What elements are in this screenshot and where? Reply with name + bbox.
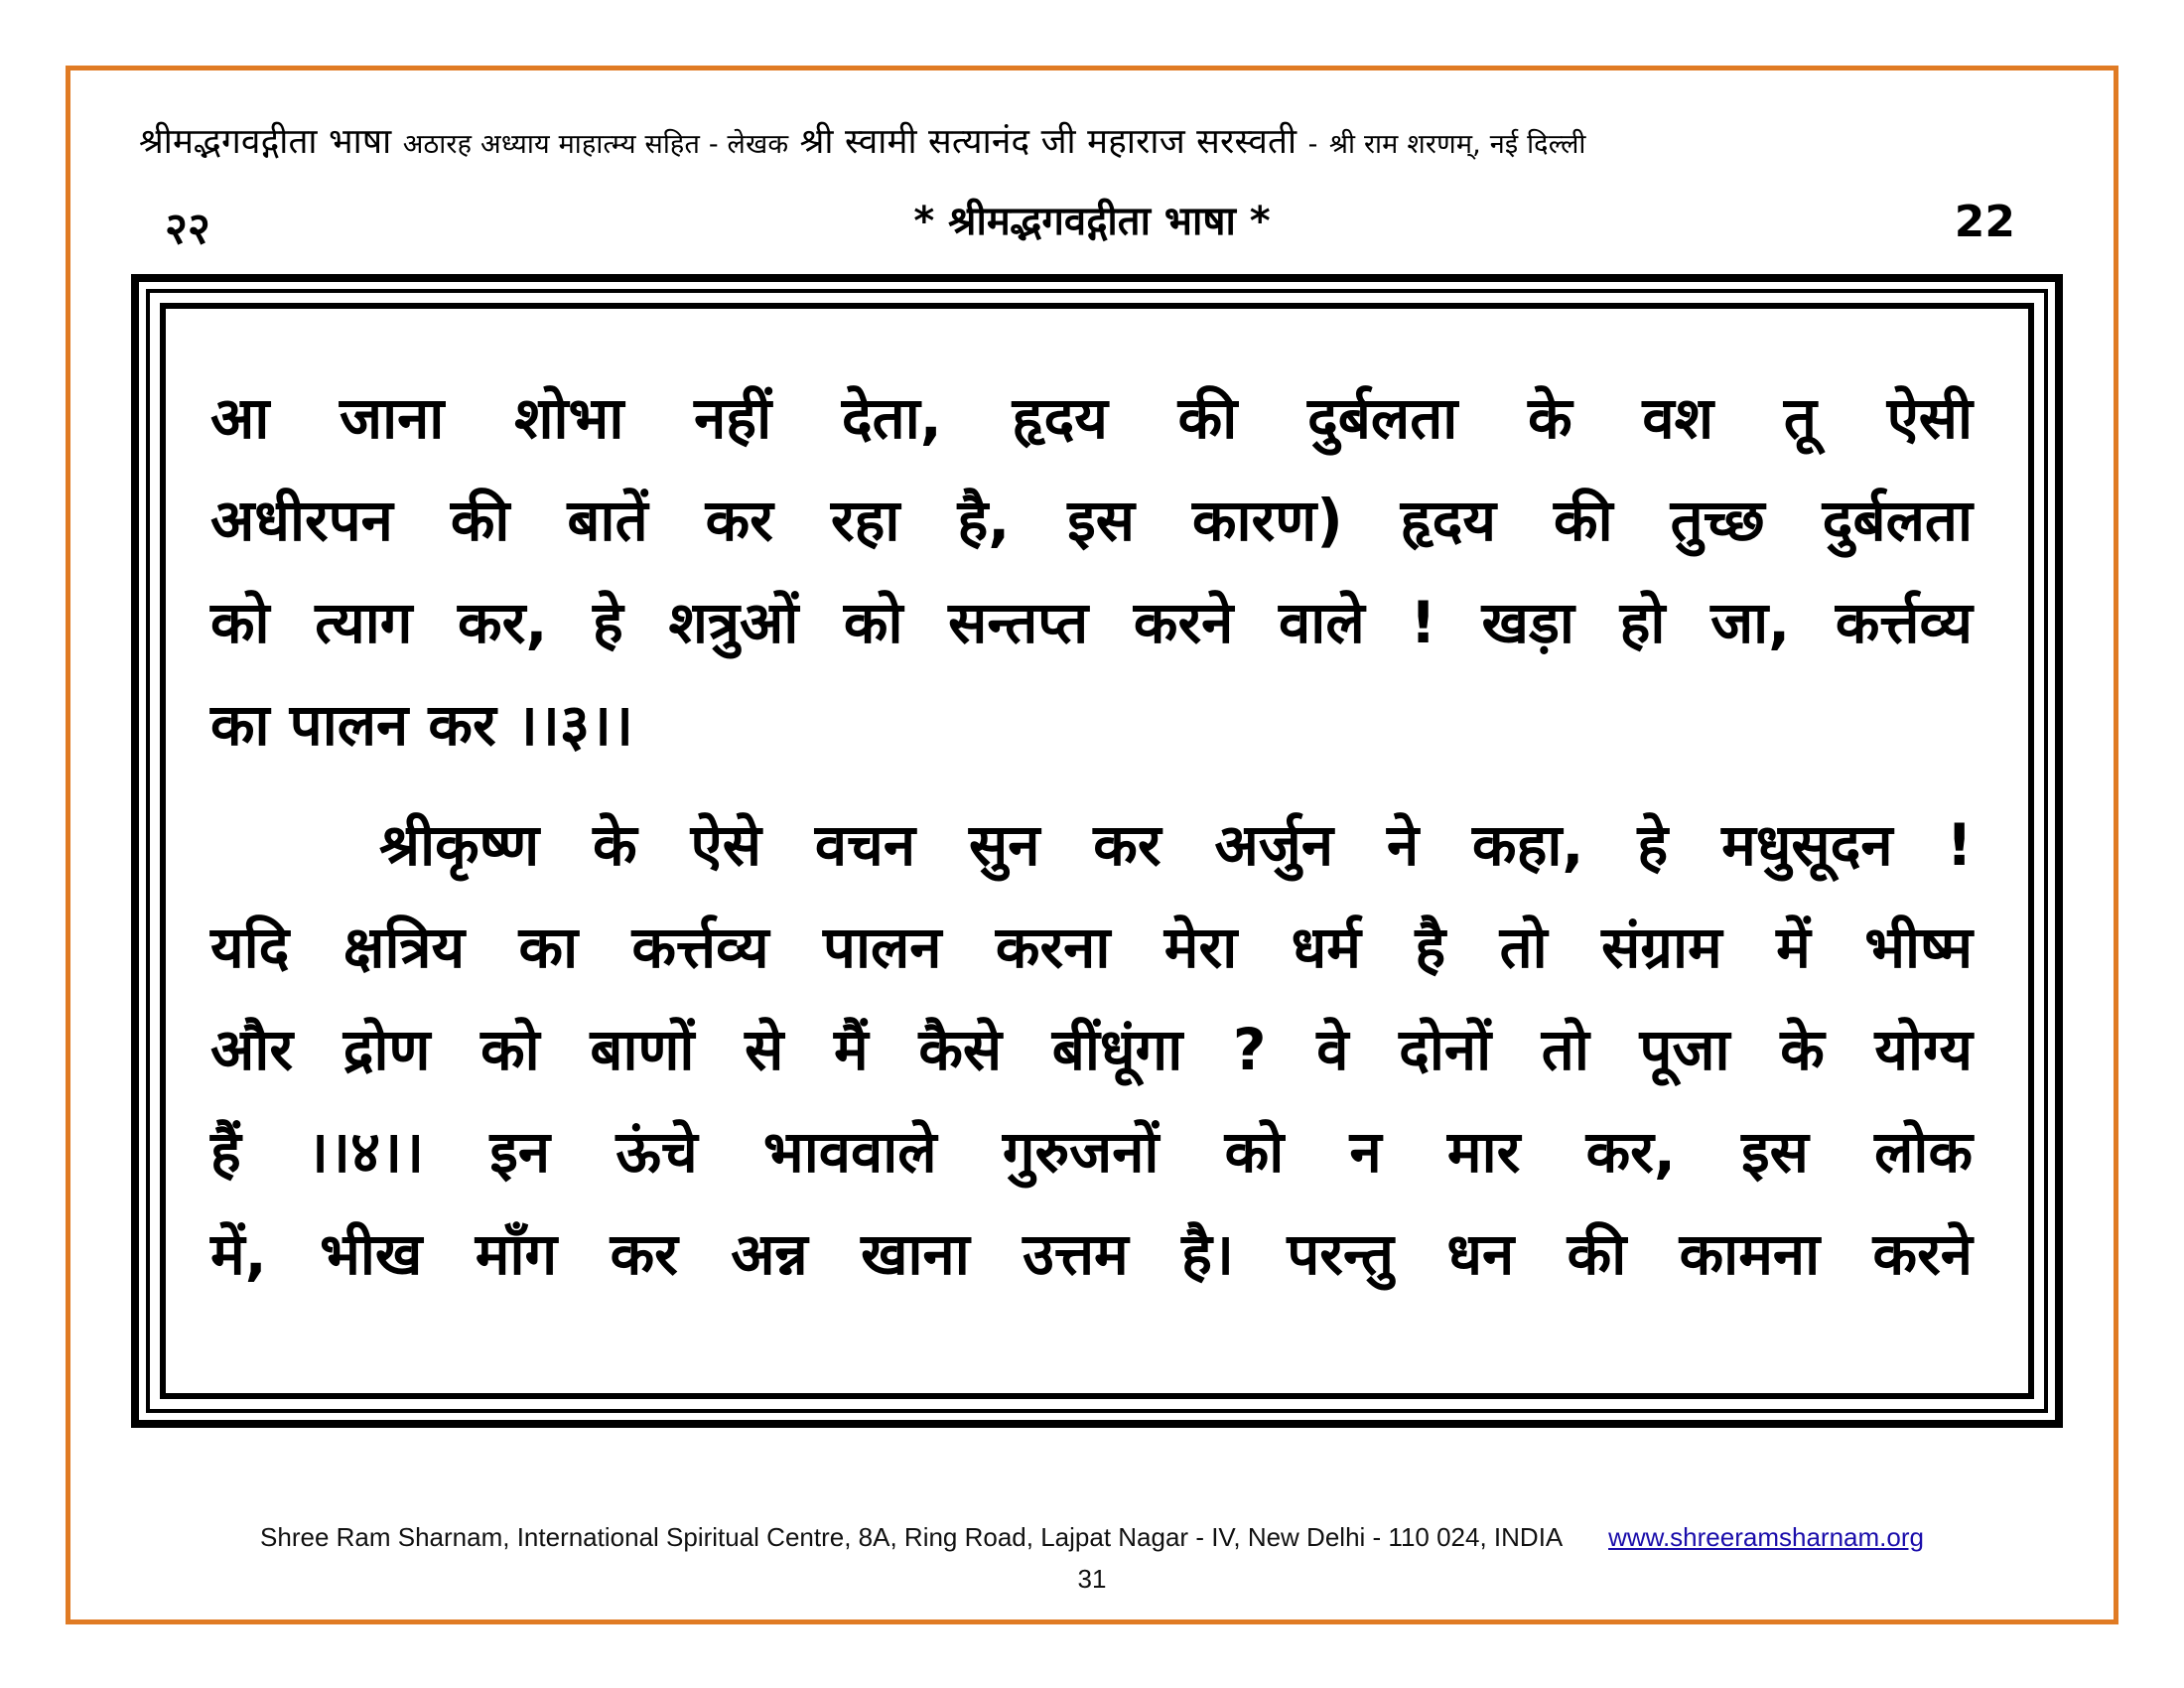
page-number-arabic: 22 (1954, 197, 2015, 247)
text-line: हैं ।।४।। इन ऊंचे भाववाले गुरुजनों को न मार कर, इस लोक (210, 1118, 1973, 1186)
scripture-text (210, 367, 1973, 1306)
book-header (139, 117, 2065, 164)
text-line: में, भीख माँग कर अन्न खाना उत्तम है। परन्तु धन की कामना करने (210, 1220, 1973, 1288)
text-line: और द्रोण को बाणों से मैं कैसे बींधूंगा ? वे दोनों तो पूजा के योग्य (210, 1016, 1973, 1083)
text-line-last: का पालन कर ।।३।। (210, 691, 633, 759)
book-subtitle: अठारह अध्याय माहात्म्य सहित - लेखक (402, 129, 789, 160)
text-line: को त्याग कर, हे शत्रुओं को सन्तप्त करने वाले ! खड़ा हो जा, कर्त्तव्य (210, 589, 1973, 656)
page-number-devanagari: २२ (165, 204, 210, 254)
text-line: श्रीकृष्ण के ऐसे वचन सुन कर अर्जुन ने कहा, हे मधुसूदन ! (379, 811, 1973, 879)
book-title: श्रीमद्भगवद्गीता भाषा (139, 122, 392, 162)
footer-website-link[interactable]: www.shreeramsharnam.org (1608, 1522, 1924, 1552)
paragraph-gap (210, 776, 1973, 794)
footer (0, 1522, 2184, 1553)
publisher-name: श्री राम शरणम्, नई दिल्ली (1328, 129, 1586, 160)
text-line: यदि क्षत्रिय का कर्त्तव्य पालन करना मेरा धर्म है तो संग्राम में भीष्म (210, 914, 1973, 981)
page-title: * श्रीमद्भगवद्गीता भाषा * (913, 199, 1271, 244)
footer-address: Shree Ram Sharnam, International Spiritual Centre, 8A, Ring Road, Lajpat Nagar - IV, New Delhi - 110 024, INDIA (260, 1522, 1562, 1552)
text-line: अधीरपन की बातें कर रहा है, इस कारण) हृदय की तुच्छ दुर्बलता (210, 487, 1973, 554)
header-separator: - (1307, 129, 1318, 160)
text-line: आ जाना शोभा नहीं देता, हृदय की दुर्बलता के वश तू ऐसी (210, 384, 1973, 452)
author-name: श्री स्वामी सत्यानंद जी महाराज सरस्वती (799, 122, 1297, 162)
footer-page-number: 31 (1077, 1564, 1107, 1594)
